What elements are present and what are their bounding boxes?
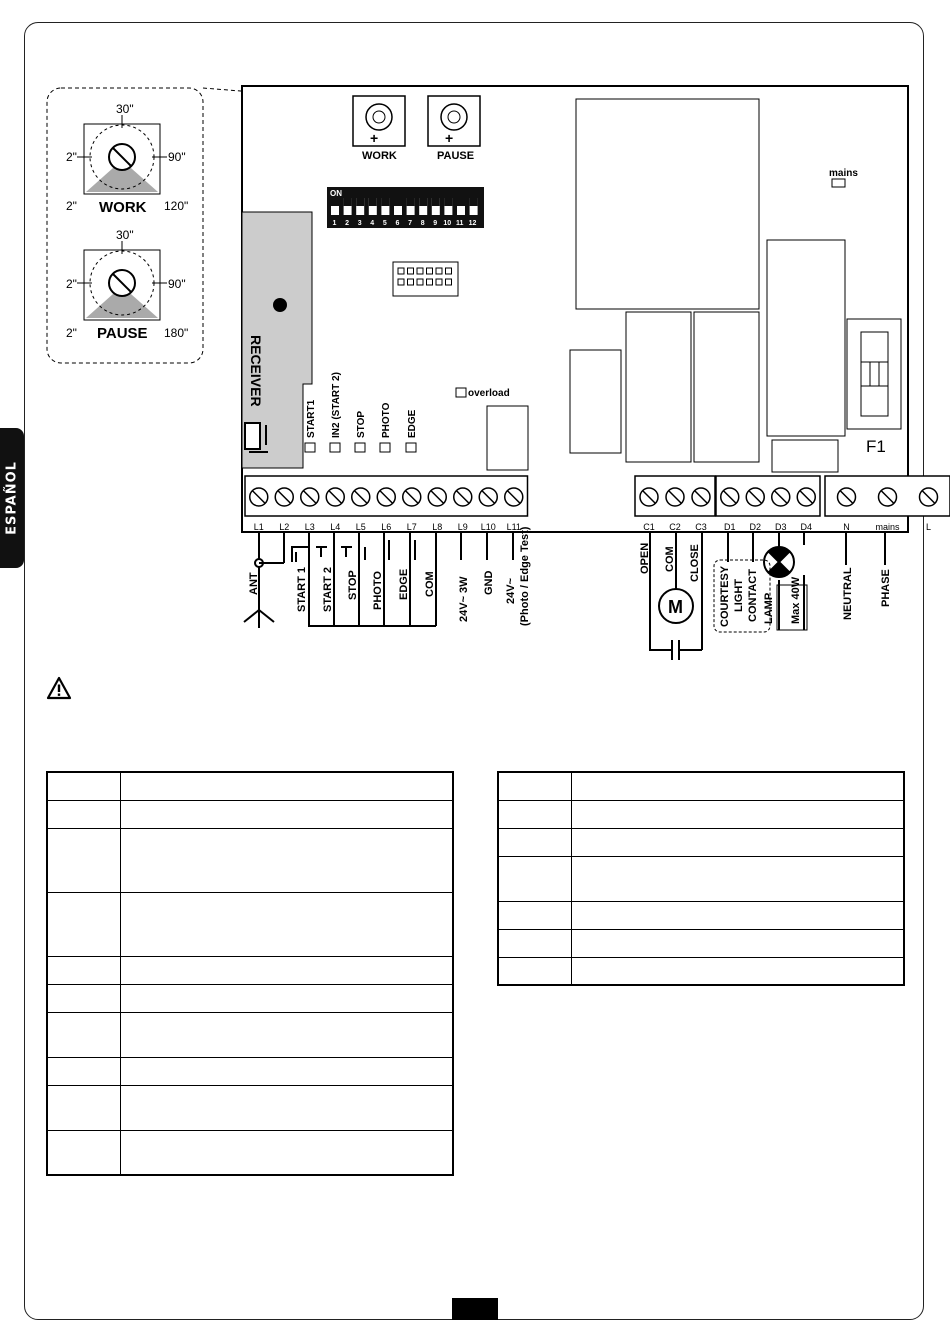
- dip-number: 6: [395, 220, 400, 227]
- svg-text:PHOTO: PHOTO: [372, 571, 384, 610]
- work-dial: [66, 102, 188, 216]
- svg-text:WORK: WORK: [362, 150, 397, 162]
- dip-switch: [327, 187, 484, 228]
- svg-text:2": 2": [66, 326, 77, 340]
- table-row: [498, 772, 904, 800]
- svg-text:LAMP: LAMP: [763, 592, 775, 624]
- table-row: [47, 1057, 453, 1085]
- status-led-label: PHOTO: [381, 402, 392, 438]
- dip-number: 11: [456, 220, 464, 227]
- connector-pin: [446, 268, 452, 274]
- transformer: [576, 99, 759, 309]
- dip-switch-knob: [356, 198, 364, 206]
- dip-switch-knob: [394, 198, 402, 206]
- overload-component: [487, 406, 528, 470]
- warning-icon: [46, 676, 72, 700]
- dip-switch-knob: [369, 198, 377, 206]
- terminal-label: L4: [330, 522, 341, 532]
- svg-text:STOP: STOP: [347, 570, 359, 600]
- svg-text:120": 120": [164, 199, 189, 213]
- dip-switch-knob: [344, 198, 352, 206]
- connector-pin: [417, 268, 423, 274]
- relay-1: [626, 312, 691, 462]
- terminal-label: L11: [506, 522, 521, 532]
- relay-2: [694, 312, 759, 462]
- dip-number: 4: [370, 220, 375, 227]
- svg-text:EDGE: EDGE: [398, 568, 410, 600]
- svg-text:OPEN: OPEN: [639, 542, 651, 574]
- svg-text:F1: F1: [866, 437, 886, 456]
- wiring-labels: [248, 526, 892, 627]
- terminal-label: L9: [457, 522, 468, 532]
- connector-pin: [427, 279, 433, 285]
- capacitor: [570, 350, 621, 453]
- svg-text:24V~ 3W: 24V~ 3W: [458, 576, 470, 622]
- component: [772, 440, 838, 472]
- svg-text:2": 2": [66, 199, 77, 213]
- relay-3: [767, 240, 845, 436]
- connector-pin: [417, 279, 423, 285]
- svg-text:mains: mains: [829, 168, 858, 179]
- dip-number: 1: [332, 220, 337, 227]
- dip-number: 7: [408, 220, 413, 227]
- status-led-label: START1: [306, 399, 317, 438]
- dip-number: 3: [357, 220, 362, 227]
- terminal-label: N: [843, 522, 850, 532]
- svg-text:PAUSE: PAUSE: [437, 150, 475, 162]
- svg-text:START 2: START 2: [322, 566, 334, 612]
- table-row: [47, 1012, 453, 1057]
- table-row: [47, 984, 453, 1012]
- dip-switch-knob: [432, 198, 440, 206]
- table-row: [47, 828, 453, 892]
- connector-pin: [446, 279, 452, 285]
- connector-pin: [408, 279, 414, 285]
- table-row: [498, 957, 904, 985]
- svg-text:GND: GND: [483, 570, 495, 595]
- svg-text:COURTESY: COURTESY: [719, 565, 731, 627]
- svg-text:PAUSE: PAUSE: [97, 325, 148, 342]
- svg-text:24V~: 24V~: [505, 578, 517, 604]
- svg-text:90": 90": [168, 277, 186, 291]
- svg-text:M: M: [668, 597, 683, 617]
- page-number-tab: [452, 1298, 498, 1320]
- table-row: [498, 929, 904, 957]
- svg-text:90": 90": [168, 150, 186, 164]
- svg-text:COM: COM: [424, 571, 436, 597]
- svg-text:START 1: START 1: [296, 566, 308, 612]
- status-led: [406, 443, 416, 452]
- overload-led: [456, 388, 466, 397]
- svg-text:PHASE: PHASE: [880, 569, 892, 607]
- terminal-label: L6: [381, 522, 392, 532]
- table-row: [47, 800, 453, 828]
- svg-text:ANT: ANT: [248, 572, 260, 595]
- lamp-icon: [764, 546, 794, 578]
- dip-number: 9: [433, 220, 438, 227]
- pause-dial: [66, 228, 188, 342]
- svg-text:2": 2": [66, 277, 77, 291]
- dip-switch-knob: [470, 198, 478, 206]
- connector-pin: [398, 268, 404, 274]
- table-row: [47, 1130, 453, 1175]
- dip-switch-knob: [331, 198, 339, 206]
- svg-text:Max 40W: Max 40W: [790, 576, 802, 624]
- svg-text:ON: ON: [330, 189, 342, 198]
- terminal-label: C2: [669, 522, 681, 532]
- terminal-label: L7: [406, 522, 417, 532]
- terminal-label: D2: [749, 522, 762, 532]
- table-row: [47, 772, 453, 800]
- terminal-label: D1: [723, 522, 736, 532]
- svg-text:RECEIVER: RECEIVER: [248, 335, 264, 407]
- terminal-label: mains: [875, 522, 900, 532]
- table-row: [47, 956, 453, 984]
- dip-switch-knob: [444, 198, 452, 206]
- status-led: [305, 443, 315, 452]
- terminal-label: C3: [695, 522, 707, 532]
- connector-pin: [436, 268, 442, 274]
- terminal-label: D4: [800, 522, 813, 532]
- dip-switch-knob: [407, 198, 415, 206]
- terminal-label: L2: [279, 522, 290, 532]
- table-row: [498, 856, 904, 901]
- terminal-label: C1: [643, 522, 655, 532]
- svg-text:30": 30": [116, 102, 134, 116]
- connector-pin: [427, 268, 433, 274]
- status-led: [355, 443, 365, 452]
- table-row: [498, 901, 904, 929]
- table-row: [498, 800, 904, 828]
- status-led-label: STOP: [356, 410, 367, 438]
- terminal-label: L: [925, 522, 932, 532]
- svg-text:CLOSE: CLOSE: [689, 544, 701, 582]
- right-spec-table: [497, 771, 905, 986]
- dip-number: 2: [345, 220, 350, 227]
- terminal-label: L5: [355, 522, 366, 532]
- svg-text:180": 180": [164, 326, 189, 340]
- connector-pin: [436, 279, 442, 285]
- dip-switch-knob: [457, 198, 465, 206]
- table-row: [47, 892, 453, 956]
- svg-text:CONTACT: CONTACT: [747, 569, 759, 622]
- svg-text:LIGHT: LIGHT: [733, 579, 745, 612]
- terminal-label: D3: [774, 522, 787, 532]
- svg-text:COM: COM: [664, 546, 676, 572]
- svg-text:+: +: [445, 130, 454, 146]
- svg-text:(Photo / Edge Test): (Photo / Edge Test): [519, 526, 531, 626]
- dip-number: 8: [420, 220, 425, 227]
- status-led: [330, 443, 340, 452]
- svg-text:2": 2": [66, 150, 77, 164]
- terminal-label: L1: [253, 522, 264, 532]
- status-led-label: IN2 (START 2): [331, 372, 342, 438]
- left-spec-table: [46, 771, 454, 1176]
- svg-text:WORK: WORK: [99, 199, 147, 216]
- connector-pin: [408, 268, 414, 274]
- svg-text:NEUTRAL: NEUTRAL: [842, 567, 854, 620]
- dip-switch-knob: [419, 198, 427, 206]
- svg-text:30": 30": [116, 228, 134, 242]
- receiver-module: [242, 212, 312, 468]
- dip-number: 12: [468, 220, 477, 227]
- dip-number: 5: [382, 220, 387, 227]
- terminal-label: L8: [432, 522, 443, 532]
- terminal-label: L10: [480, 522, 496, 532]
- dip-number: 10: [443, 220, 452, 227]
- connector-pin: [398, 279, 404, 285]
- svg-text:+: +: [370, 130, 379, 146]
- status-led-label: EDGE: [407, 409, 418, 438]
- dip-switch-knob: [381, 198, 389, 206]
- terminal-label: L3: [304, 522, 315, 532]
- language-tab-label: ESPAÑOL: [4, 461, 20, 535]
- status-led: [380, 443, 390, 452]
- mains-led: [832, 179, 845, 187]
- table-row: [498, 828, 904, 856]
- button-symbols: [316, 540, 415, 560]
- table-row: [47, 1085, 453, 1130]
- svg-text:overload: overload: [468, 388, 510, 399]
